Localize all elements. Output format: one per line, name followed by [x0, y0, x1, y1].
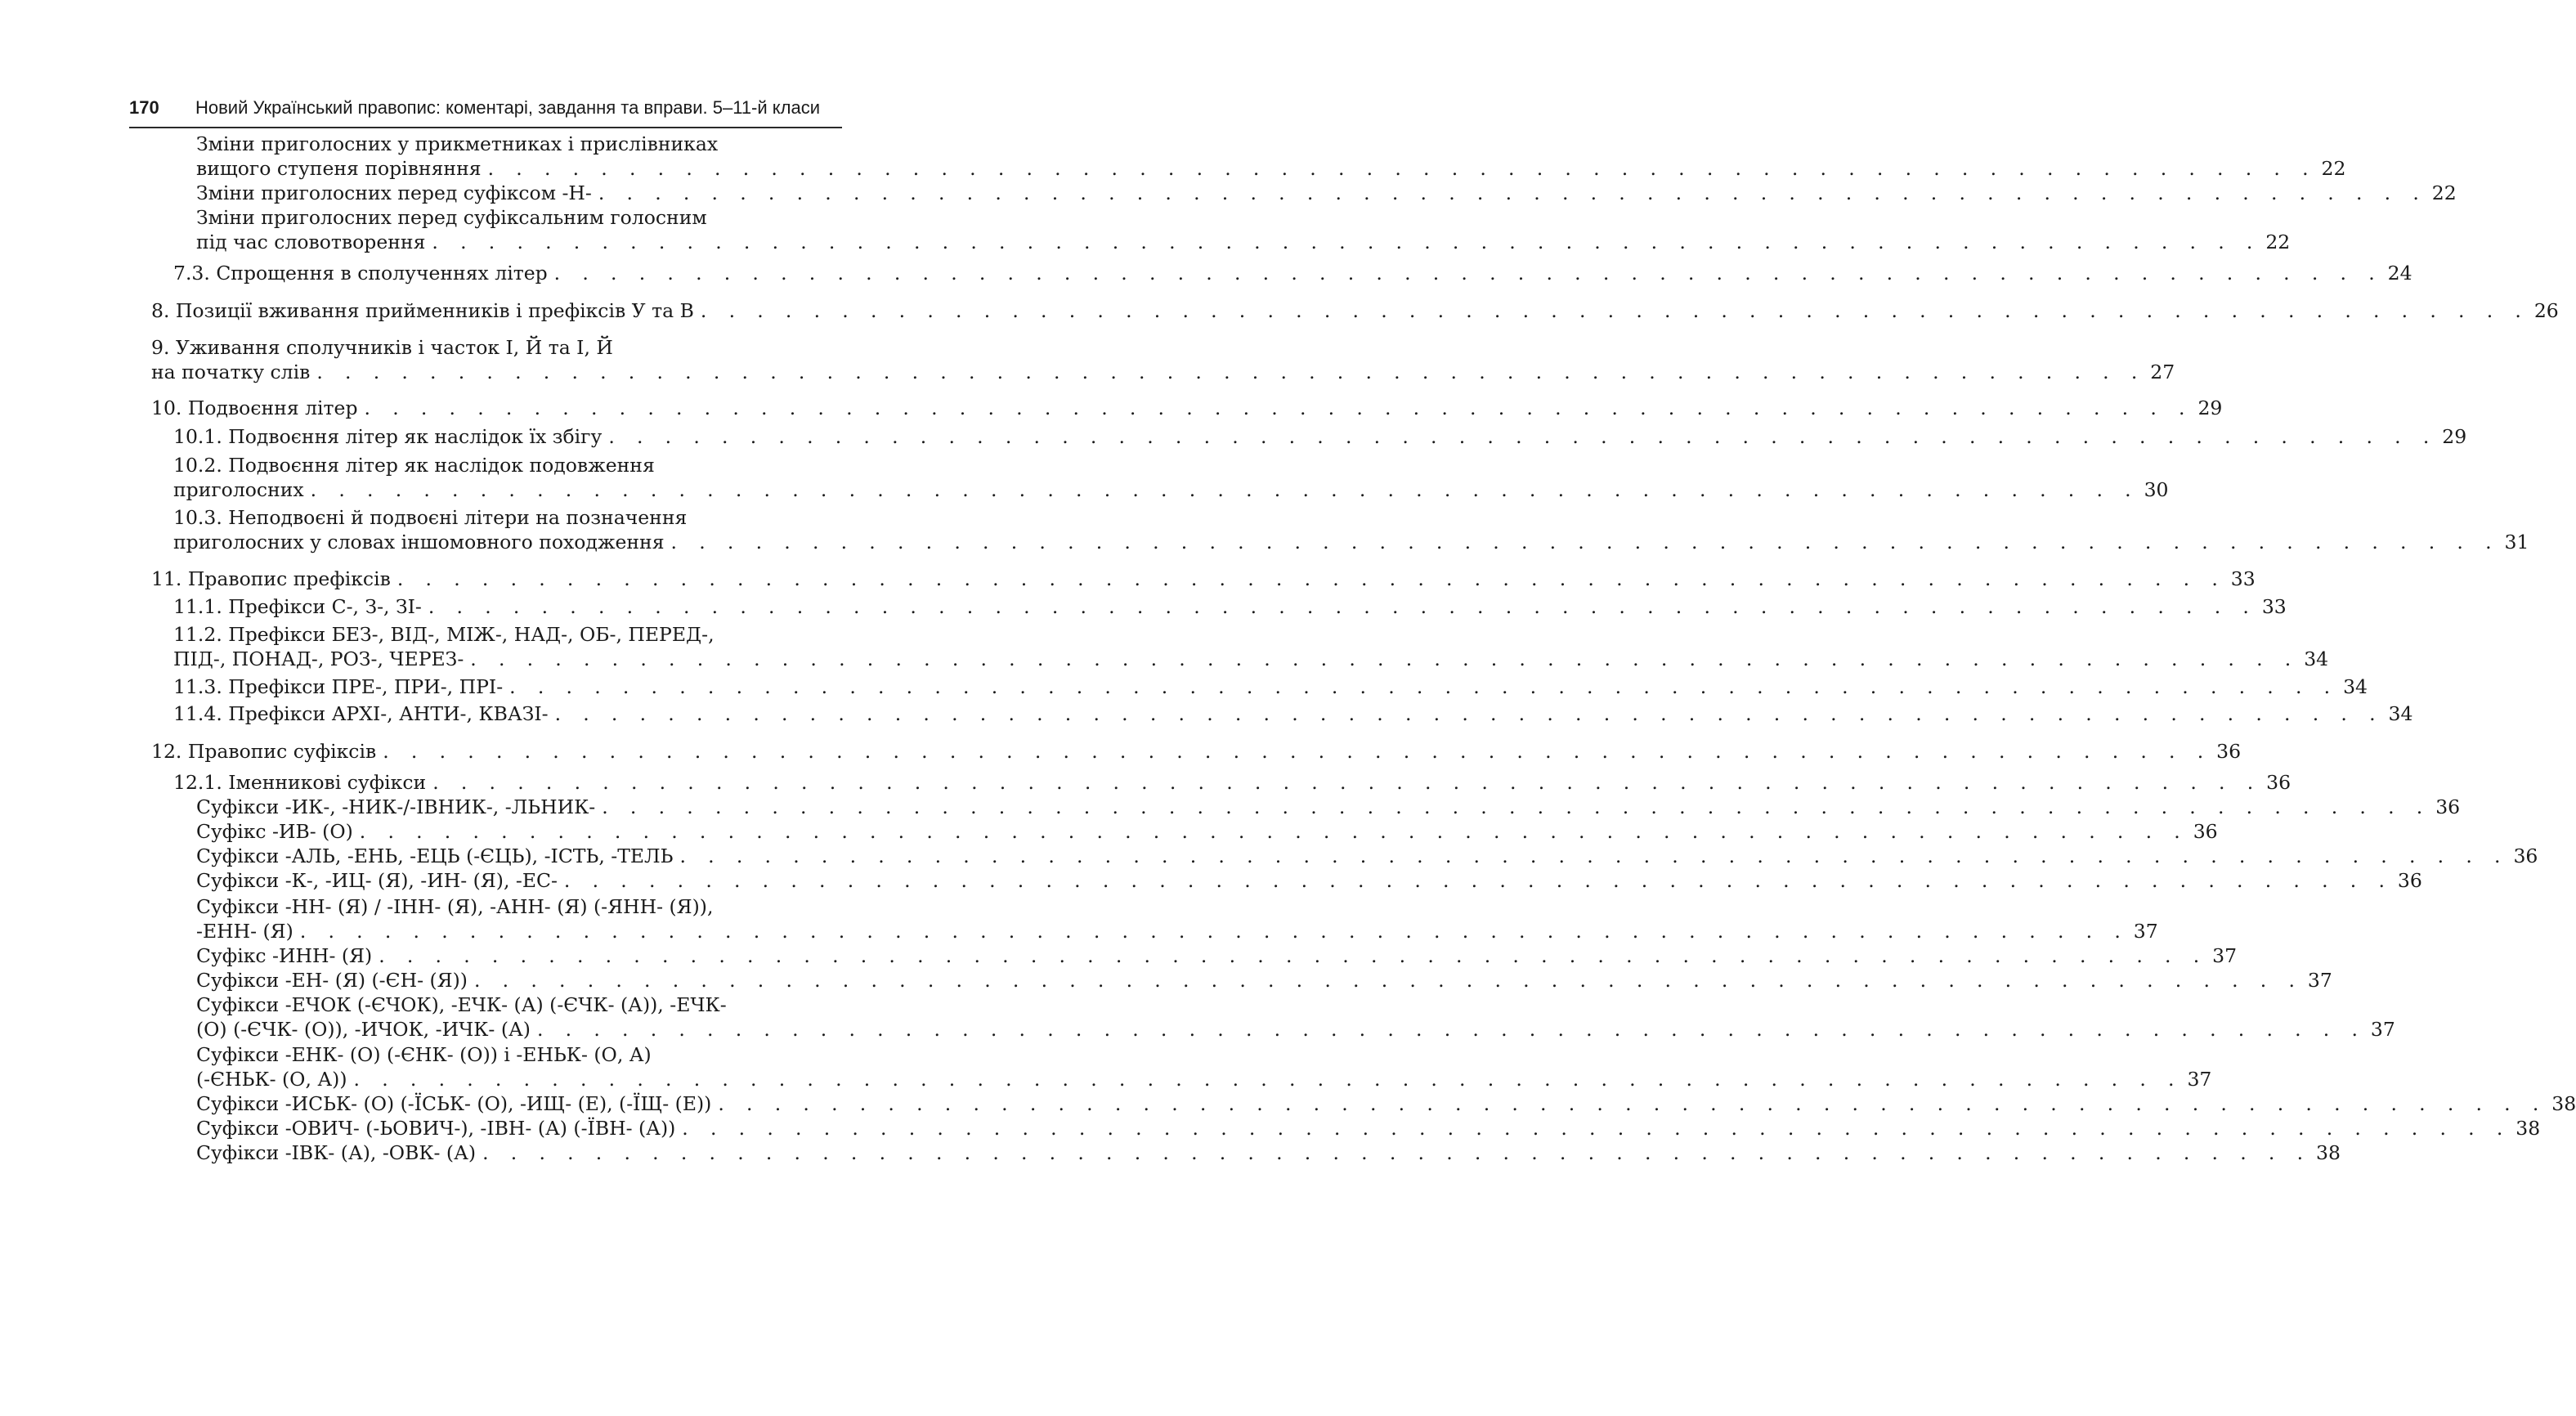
dot-leader: . . . . . . . . . . . . . . . . . . . . . . . . . . . . . . . . . . . . . . . . . . . . . . . . . . . . . . . . . . . . . . . . .: [536, 1018, 2366, 1041]
toc-page-number: 29: [2442, 425, 2467, 448]
toc-entry: [173, 621, 842, 648]
toc-entry: [173, 452, 842, 478]
toc-entry-text: 8. Позиції вживання прийменників і префіксів У та В: [151, 299, 694, 322]
toc-entry-text: під час словотворення: [196, 231, 426, 253]
toc-entry: [173, 674, 2368, 700]
toc-entry-text: 11. Правопис префіксів: [151, 567, 391, 590]
toc-entry-text: (О) (-ЄЧК- (О)), -ИЧОК, -ИЧК- (А): [196, 1018, 531, 1041]
toc-entry: [196, 155, 2346, 181]
toc-entry: [151, 395, 2223, 421]
toc-entry-text: Суфікси -ЕНК- (О) (-ЄНК- (О)) і -ЕНЬК- (О, А): [196, 1043, 652, 1066]
toc-entry-text: 11.2. Префікси БЕЗ-, ВІД-, МІЖ-, НАД-, ОБ-, ПЕРЕД-,: [173, 623, 715, 646]
dot-leader: . . . . . . . . . . . . . . . . . . . . . . . . . . . . . . . . . . . . . . . . . . . . . . . . . . . . . . . . . . . . . . . . .: [598, 181, 2427, 204]
toc-entry: [196, 1115, 2541, 1141]
toc-page-number: 38: [2516, 1117, 2541, 1140]
dot-leader: . . . . . . . . . . . . . . . . . . . . . . . . . . . . . . . . . . . . . . . . . . . . . . . . . . . . . . . . . . . . . . . . .: [428, 595, 2257, 618]
toc-entry-text: Зміни приголосних перед суфіксальним голосним: [196, 206, 707, 229]
dot-leader: . . . . . . . . . . . . . . . . . . . . . . . . . . . . . . . . . . . . . . . . . . . . . . . . . . . . . . . . . . . . . . . . .: [353, 1068, 2183, 1091]
toc-page-number: 31: [2504, 531, 2529, 553]
dot-leader: . . . . . . . . . . . . . . . . . . . . . . . . . . . . . . . . . . . . . . . . . . . . . . . . . . . . . . . . . . . . . . . . .: [700, 299, 2529, 322]
dot-leader: . . . . . . . . . . . . . . . . . . . . . . . . . . . . . . . . . . . . . . . . . . . . . . . . . . . . . . . . . . . . . . . . .: [482, 1141, 2311, 1164]
toc-entry-text: Суфікси -ЕН- (Я) (-ЄН- (Я)): [196, 969, 468, 992]
toc-page-number: 36: [2513, 845, 2538, 867]
dot-leader: . . . . . . . . . . . . . . . . . . . . . . . . . . . . . . . . . . . . . . . . . . . . . . . . . . . . . . . . . . . . . . . . .: [470, 648, 2300, 670]
toc-entry: [173, 594, 2287, 620]
toc-entry: [173, 260, 2412, 286]
toc-entry: [151, 298, 2559, 324]
toc-entry: [196, 1066, 2212, 1092]
book-title: Новий Український правопис: коментарі, завдання та вправи. 5–11-й класи: [195, 97, 821, 118]
toc-page-number: 33: [2261, 595, 2287, 618]
toc-entry-text: Суфікси -ИК-, -НИК-/-ІВНИК-, -ЛЬНИК-: [196, 795, 596, 818]
toc-entry: [196, 867, 2422, 894]
toc-page-number: 22: [2321, 157, 2346, 180]
toc-entry-text: Суфікси -НН- (Я) / -ІНН- (Я), -АНН- (Я) (-ЯНН- (Я)),: [196, 895, 714, 918]
toc-entry: [196, 943, 2238, 969]
toc-entry-text: 11.4. Префікси АРХІ-, АНТИ-, КВАЗІ-: [173, 702, 549, 725]
dot-leader: . . . . . . . . . . . . . . . . . . . . . . . . . . . . . . . . . . . . . . . . . . . . . . . . . . . . . . . . . . . . . . . . .: [553, 262, 2383, 285]
dot-leader: . . . . . . . . . . . . . . . . . . . . . . . . . . . . . . . . . . . . . . . . . . . . . . . . . . . . . . . . . . . . . . . . .: [602, 795, 2431, 818]
toc-entry: [173, 646, 2329, 672]
dot-leader: . . . . . . . . . . . . . . . . . . . . . . . . . . . . . . . . . . . . . . . . . . . . . . . . . . . . . . . . . . . . . . . . .: [310, 478, 2139, 501]
toc-page-number: 37: [2133, 920, 2158, 943]
toc-entry: [196, 1042, 842, 1068]
toc-page-number: 38: [2316, 1141, 2341, 1164]
dot-leader: . . . . . . . . . . . . . . . . . . . . . . . . . . . . . . . . . . . . . . . . . . . . . . . . . . . . . . . . . . . . . . . . .: [670, 531, 2500, 553]
dot-leader: . . . . . . . . . . . . . . . . . . . . . . . . . . . . . . . . . . . . . . . . . . . . . . . . . . . . . . . . . . . . . . . . .: [554, 702, 2384, 725]
toc-entry-text: -ЕНН- (Я): [196, 920, 293, 943]
toc-page-number: 29: [2197, 397, 2223, 419]
dot-leader: . . . . . . . . . . . . . . . . . . . . . . . . . . . . . . . . . . . . . . . . . . . . . . . . . . . . . . . . . . . . . . . . .: [432, 231, 2261, 253]
toc-entry-text: 10. Подвоєння літер: [151, 397, 358, 419]
toc-page-number: 24: [2387, 262, 2412, 285]
dot-leader: . . . . . . . . . . . . . . . . . . . . . . . . . . . . . . . . . . . . . . . . . . . . . . . . . . . . . . . . . . . . . . . . .: [509, 675, 2339, 698]
dot-leader: . . . . . . . . . . . . . . . . . . . . . . . . . . . . . . . . . . . . . . . . . . . . . . . . . . . . . . . . . . . . . . . . .: [432, 771, 2262, 794]
dot-leader: . . . . . . . . . . . . . . . . . . . . . . . . . . . . . . . . . . . . . . . . . . . . . . . . . . . . . . . . . . . . . . . . .: [473, 969, 2303, 992]
toc-entry-text: 11.3. Префікси ПРЕ-, ПРИ-, ПРІ-: [173, 675, 504, 698]
toc-entry-text: 12. Правопис суфіксів: [151, 740, 377, 763]
toc-entry: [173, 477, 2169, 503]
toc-entry-text: 12.1. Іменникові суфікси: [173, 771, 427, 794]
toc-page-number: 22: [2431, 181, 2457, 204]
toc-page-number: 38: [2551, 1092, 2576, 1115]
toc-entry: [151, 334, 842, 361]
toc-entry: [173, 769, 2292, 795]
dot-leader: . . . . . . . . . . . . . . . . . . . . . . . . . . . . . . . . . . . . . . . . . . . . . . . . . . . . . . . . . . . . . . . . .: [718, 1092, 2547, 1115]
toc-entry: [196, 894, 842, 920]
toc-entry: [196, 204, 842, 231]
toc-entry: [173, 701, 2413, 727]
toc-entry: [196, 1140, 2341, 1166]
dot-leader: . . . . . . . . . . . . . . . . . . . . . . . . . . . . . . . . . . . . . . . . . . . . . . . . . . . . . . . . . . . . . . . . .: [383, 740, 2212, 763]
toc-page-number: 34: [2343, 675, 2368, 698]
toc-entry-text: приголосних: [173, 478, 304, 501]
toc-page-number: 34: [2388, 702, 2413, 725]
toc-page-number: 34: [2304, 648, 2329, 670]
dot-leader: . . . . . . . . . . . . . . . . . . . . . . . . . . . . . . . . . . . . . . . . . . . . . . . . . . . . . . . . . . . . . . . . .: [316, 361, 2146, 383]
toc-entry-text: (-ЄНЬК- (О, А)): [196, 1068, 347, 1091]
toc-page-number: 37: [2307, 969, 2332, 992]
toc-entry-text: 7.3. Спрощення в сполученнях літер: [173, 262, 548, 285]
dot-leader: . . . . . . . . . . . . . . . . . . . . . . . . . . . . . . . . . . . . . . . . . . . . . . . . . . . . . . . . . . . . . . . . .: [682, 1117, 2511, 1140]
toc-page-number: 36: [2397, 869, 2422, 892]
toc-entry-text: Суфікси -К-, -ИЦ- (Я), -ИН- (Я), -ЕС-: [196, 869, 558, 892]
toc-entry-text: Зміни приголосних у прикметниках і прислівниках: [196, 132, 719, 155]
toc-entry: [173, 504, 842, 531]
toc-entry: [196, 794, 2461, 820]
toc-page-number: 27: [2150, 361, 2175, 383]
dot-leader: . . . . . . . . . . . . . . . . . . . . . . . . . . . . . . . . . . . . . . . . . . . . . . . . . . . . . . . . . . . . . . . . .: [359, 820, 2188, 843]
toc-entry-text: Суфікси -АЛЬ, -ЕНЬ, -ЕЦЬ (-ЄЦЬ), -ІСТЬ, -ТЕЛЬ: [196, 845, 674, 867]
toc-page-number: 36: [2193, 820, 2218, 843]
toc-entry-text: Суфікс -ИНН- (Я): [196, 944, 373, 967]
toc-entry: [196, 1016, 2395, 1042]
toc-entry: [196, 229, 2291, 255]
dot-leader: . . . . . . . . . . . . . . . . . . . . . . . . . . . . . . . . . . . . . . . . . . . . . . . . . . . . . . . . . . . . . . . . .: [364, 397, 2193, 419]
dot-leader: . . . . . . . . . . . . . . . . . . . . . . . . . . . . . . . . . . . . . . . . . . . . . . . . . . . . . . . . . . . . . . . . .: [487, 157, 2317, 180]
page-number: 170: [129, 97, 159, 118]
toc-entry-text: Зміни приголосних перед суфіксом -Н-: [196, 181, 592, 204]
toc-entry-text: Суфікси -ОВИЧ- (-ЬОВИЧ-), -ІВН- (А) (-ЇВН- (А)): [196, 1117, 676, 1140]
toc-entry: [151, 359, 2175, 385]
toc-entry-text: 10.1. Подвоєння літер як наслідок їх збігу: [173, 425, 603, 448]
toc-entry: [173, 423, 2467, 450]
toc-entry-text: Суфікси -ІВК- (А), -ОВК- (А): [196, 1141, 477, 1164]
toc-page-number: 37: [2187, 1068, 2212, 1091]
toc-entry-text: ПІД-, ПОНАД-, РОЗ-, ЧЕРЕЗ-: [173, 648, 464, 670]
toc-entry-text: Суфікси -ЕЧОК (-ЄЧОК), -ЕЧК- (А) (-ЄЧК- (А)), -ЕЧК-: [196, 993, 727, 1016]
toc-page-number: 30: [2144, 478, 2169, 501]
toc-page-number: 26: [2533, 299, 2559, 322]
toc-entry: [196, 843, 2538, 869]
toc-entry: [196, 918, 2158, 944]
toc-page-number: 33: [2230, 567, 2256, 590]
dot-leader: . . . . . . . . . . . . . . . . . . . . . . . . . . . . . . . . . . . . . . . . . . . . . . . . . . . . . . . . . . . . . . . . .: [679, 845, 2509, 867]
toc-entry: [196, 992, 842, 1018]
toc-entry-text: вищого ступеня порівняння: [196, 157, 482, 180]
toc-entry-text: Суфікси -ИСЬК- (О) (-ЇСЬК- (О), -ИЩ- (Е), (-ЇЩ- (Е)): [196, 1092, 712, 1115]
toc-entry: [173, 529, 2529, 555]
toc-page-number: 36: [2435, 795, 2461, 818]
toc-entry-text: приголосних у словах іншомовного походження: [173, 531, 665, 553]
toc-entry-text: 9. Уживання сполучників і часток І, Й та І, Й: [151, 336, 613, 359]
toc-page-number: 37: [2212, 944, 2238, 967]
toc-page-number: 36: [2266, 771, 2292, 794]
toc-entry: [196, 180, 2457, 206]
toc-entry-text: на початку слів: [151, 361, 311, 383]
toc-entry: [196, 131, 842, 157]
toc-entry: [151, 738, 2242, 764]
toc-entry-text: 10.2. Подвоєння літер як наслідок подовження: [173, 454, 655, 477]
toc-page-number: 37: [2370, 1018, 2395, 1041]
dot-leader: . . . . . . . . . . . . . . . . . . . . . . . . . . . . . . . . . . . . . . . . . . . . . . . . . . . . . . . . . . . . . . . . .: [396, 567, 2226, 590]
dot-leader: . . . . . . . . . . . . . . . . . . . . . . . . . . . . . . . . . . . . . . . . . . . . . . . . . . . . . . . . . . . . . . . . .: [299, 920, 2129, 943]
dot-leader: . . . . . . . . . . . . . . . . . . . . . . . . . . . . . . . . . . . . . . . . . . . . . . . . . . . . . . . . . . . . . . . . .: [379, 944, 2208, 967]
dot-leader: . . . . . . . . . . . . . . . . . . . . . . . . . . . . . . . . . . . . . . . . . . . . . . . . . . . . . . . . . . . . . . . . .: [563, 869, 2393, 892]
toc-entry-text: Суфікс -ИВ- (О): [196, 820, 353, 843]
toc-entry-text: 11.1. Префікси С-, З-, ЗІ-: [173, 595, 422, 618]
toc-page-number: 36: [2216, 740, 2242, 763]
toc-entry: [196, 818, 2218, 845]
toc-entry-text: 10.3. Неподвоєні й подвоєні літери на позначення: [173, 506, 688, 529]
toc-page-number: 22: [2265, 231, 2291, 253]
toc-entry: [196, 1091, 2576, 1117]
dot-leader: . . . . . . . . . . . . . . . . . . . . . . . . . . . . . . . . . . . . . . . . . . . . . . . . . . . . . . . . . . . . . . . . .: [608, 425, 2438, 448]
toc-entry: [151, 566, 2256, 592]
toc-entry: [196, 967, 2332, 993]
